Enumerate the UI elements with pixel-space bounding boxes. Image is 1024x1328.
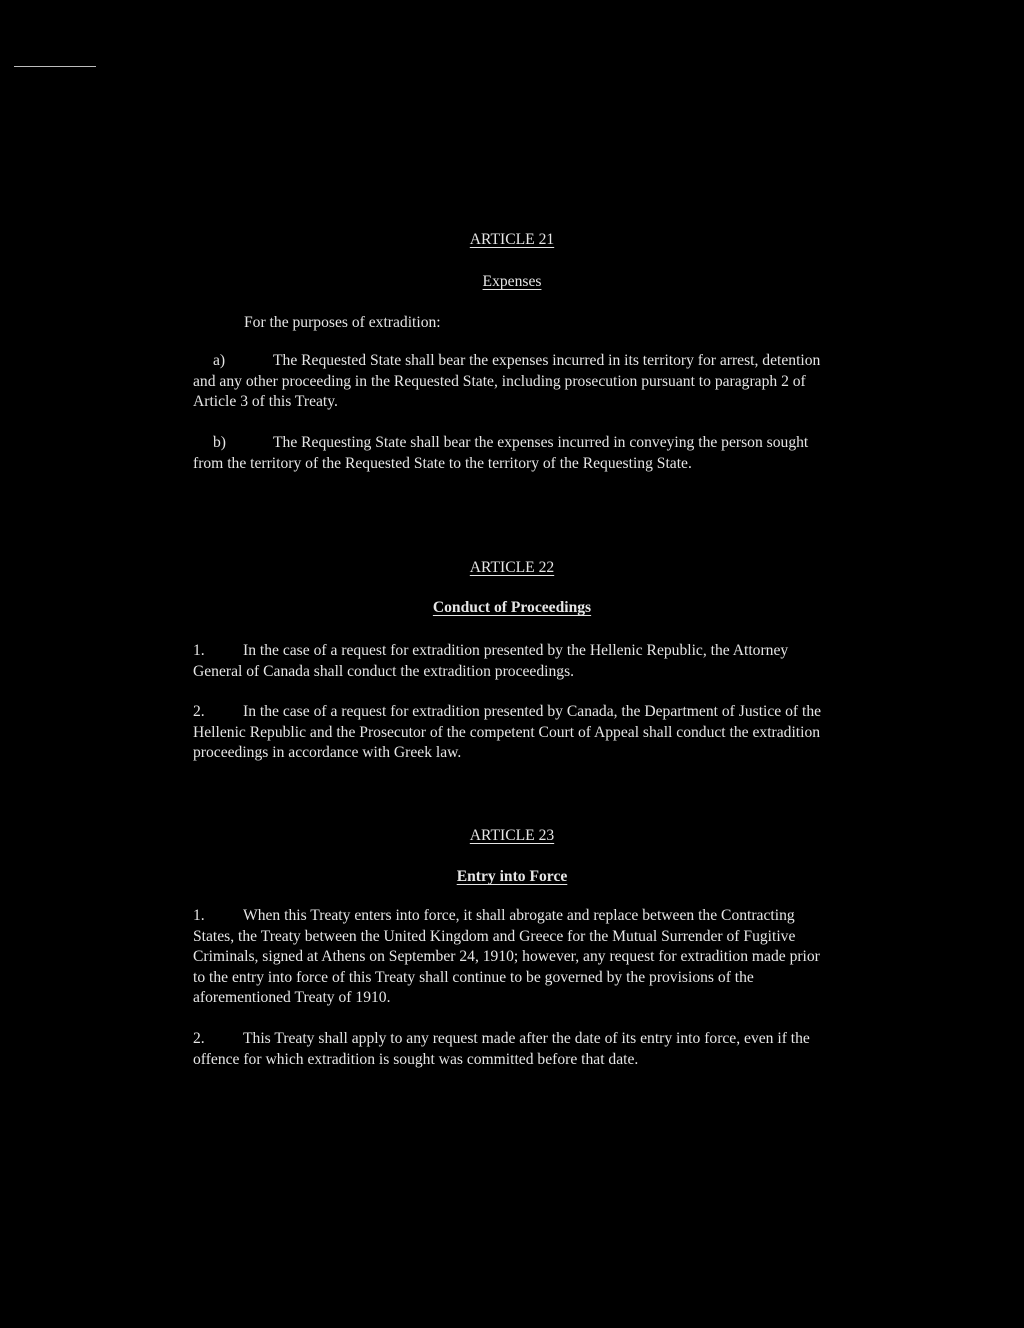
article-21-paragraph-b — [193, 433, 833, 474]
paragraph-text: When this Treaty enters into force, it shall abrogate and replace between the Contracting States, the Treaty between the United Kingdom and Greece for the Mutual Surrender of Fugitive Criminals, signed at Athens on September 24, 1910; however, any request for extradition made prior to the entry into force of this Treaty shall continue to be governed by the provisions of the aforementioned Treaty of 1910. — [193, 907, 820, 1007]
article-21-paragraph-a — [193, 351, 833, 413]
article-23-heading: ARTICLE 23 — [469, 827, 555, 844]
article-22-subheading: Conduct of Proceedings — [432, 599, 592, 616]
article-23-paragraph-2 — [193, 1029, 833, 1070]
article-21-subheading: Expenses — [482, 273, 542, 290]
paragraph-text: In the case of a request for extradition presented by the Hellenic Republic, the Attorney General of Canada shall conduct the extradition proceedings. — [193, 642, 789, 680]
paragraph-label: 1. — [193, 907, 205, 924]
paragraph-label: 1. — [193, 642, 205, 659]
article-22-paragraph-1 — [193, 641, 833, 682]
article-21-heading: ARTICLE 21 — [469, 231, 555, 248]
paragraph-label: 2. — [193, 1030, 205, 1047]
paragraph-label: b) — [213, 434, 226, 451]
paragraph-text: In the case of a request for extradition presented by Canada, the Department of Justice of the Hellenic Republic and the Prosecutor of the competent Court of Appeal shall conduct the extradition proceedings in accordance with Greek law. — [193, 703, 822, 762]
article-22-heading: ARTICLE 22 — [469, 559, 555, 576]
article-23-subheading: Entry into Force — [456, 868, 568, 885]
top-rule-line — [14, 66, 96, 67]
paragraph-label: 2. — [193, 703, 205, 720]
article-23-paragraph-1 — [193, 906, 833, 1009]
paragraph-text: The Requesting State shall bear the expenses incurred in conveying the person sought from the territory of the Requested State to the territory of the Requesting State. — [193, 434, 809, 472]
paragraph-text: This Treaty shall apply to any request made after the date of its entry into force, even if the offence for which extradition is sought was committed before that date. — [193, 1030, 810, 1068]
paragraph-text: The Requested State shall bear the expenses incurred in its territory for arrest, detention and any other proceeding in the Requested State, including prosecution pursuant to paragraph 2 of Article 3 of this Treaty. — [193, 352, 821, 411]
paragraph-label: a) — [213, 352, 226, 369]
article-22-paragraph-2 — [193, 702, 833, 764]
article-21-intro: For the purposes of extradition: — [244, 314, 441, 331]
